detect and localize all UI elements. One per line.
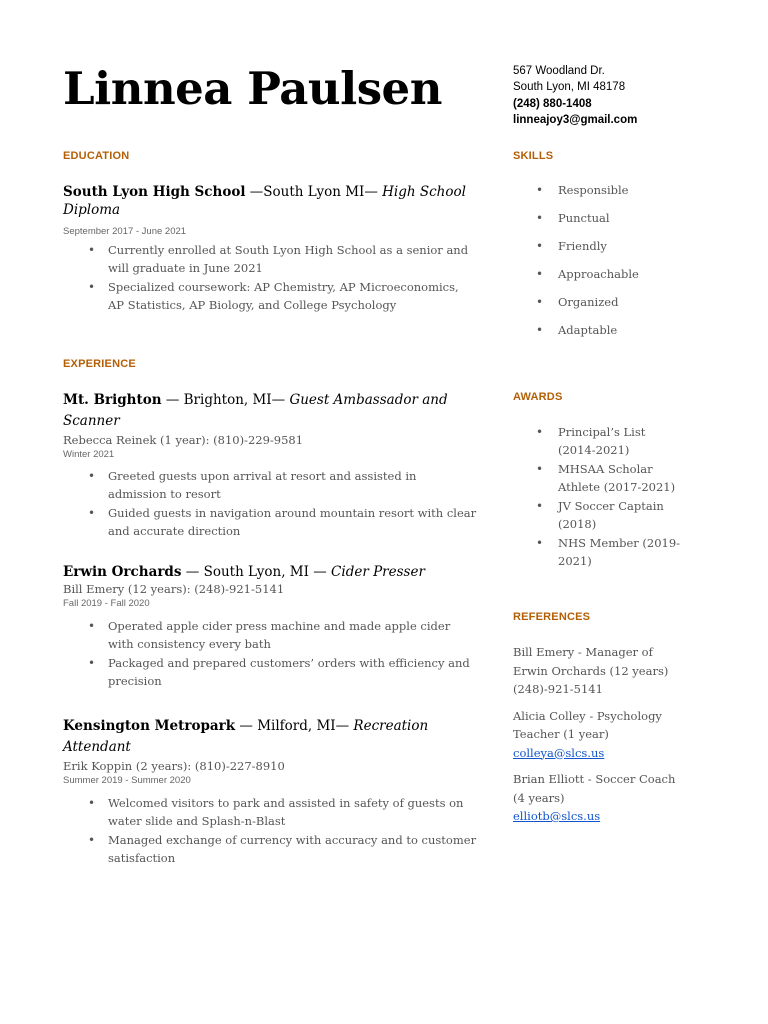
job-location: — South Lyon, MI — <box>181 564 332 580</box>
job-contact: Bill Emery (12 years): (248)-921-5141 <box>63 582 285 596</box>
education-section <box>63 183 478 315</box>
list-item: • Currently enrolled at South Lyon High School as a senior and will graduate in June 2021 <box>108 241 478 277</box>
list-item: • Approachable <box>558 265 713 283</box>
reference-email-link[interactable]: colleya@slcs.us <box>513 745 605 760</box>
list-item: • Responsible <box>558 181 713 199</box>
list-item: • Welcomed visitors to park and assisted in safety of guests on water slide and Splash-n-Blast <box>108 794 478 830</box>
references-heading: REFERENCES <box>513 611 591 623</box>
school-name: South Lyon High School <box>63 184 246 200</box>
job-title <box>63 716 478 758</box>
address-line-1: 567 Woodland Dr. <box>513 65 605 77</box>
address-line-2: South Lyon, MI 48178 <box>513 81 626 94</box>
job-entry <box>63 390 478 541</box>
reference-text: Brian Elliott - Soccer Coach (4 years) <box>513 772 676 805</box>
list-item: • Adaptable <box>558 321 713 339</box>
list-item: • Punctual <box>558 209 713 227</box>
job-bullets <box>63 467 478 540</box>
job-contact: Erik Koppin (2 years): (810)-227-8910 <box>63 759 285 773</box>
education-heading: EDUCATION <box>63 150 130 162</box>
job-location: — Brighton, MI— <box>161 392 290 408</box>
experience-heading: EXPERIENCE <box>63 358 136 370</box>
job-org: Mt. Brighton <box>63 392 162 408</box>
list-item: • Packaged and prepared customers’ orders with efficiency and precision <box>108 654 478 690</box>
phone-number: (248) 880-1408 <box>513 97 592 110</box>
skills-list <box>513 181 713 339</box>
list-item: • Operated apple cider press machine and made apple cider with consistency every bath <box>108 617 478 653</box>
school-location: —South Lyon MI— <box>245 184 383 200</box>
email-address: linneajoy3@gmail.com <box>513 113 638 126</box>
job-dates: Winter 2021 <box>63 449 115 460</box>
job-title <box>63 563 478 581</box>
education-bullets <box>63 241 478 314</box>
awards-section <box>513 423 683 571</box>
list-item: • JV Soccer Captain (2018) <box>558 497 683 533</box>
job-org: Erwin Orchards <box>63 564 182 580</box>
job-title <box>63 390 478 432</box>
job-contact: Rebecca Reinek (1 year): (810)-229-9581 <box>63 433 304 447</box>
resume-name: Linnea Paulsen <box>63 62 442 115</box>
list-item: • Managed exchange of currency with accuracy and to customer satisfaction <box>108 831 478 867</box>
job-bullets <box>63 617 478 690</box>
job-dates: Fall 2019 - Fall 2020 <box>63 598 150 609</box>
job-bullets <box>63 794 478 867</box>
list-item: • Principal’s List (2014-2021) <box>558 423 683 459</box>
job-entry <box>63 716 478 868</box>
education-dates: September 2017 - June 2021 <box>63 226 187 237</box>
reference-text: Bill Emery - Manager of Erwin Orchards (12 years) (248)-921-5141 <box>513 645 669 696</box>
job-entry <box>63 563 478 691</box>
skills-heading: SKILLS <box>513 150 554 162</box>
reference-entry <box>513 707 683 763</box>
list-item: • Friendly <box>558 237 713 255</box>
awards-heading: AWARDS <box>513 391 563 403</box>
list-item: • NHS Member (2019-2021) <box>558 534 683 570</box>
job-role: Cider Presser <box>331 564 425 580</box>
references-section <box>513 643 683 834</box>
degree: High School Diploma <box>63 184 466 218</box>
list-item: • Greeted guests upon arrival at resort and assisted in admission to resort <box>108 467 478 503</box>
reference-entry <box>513 643 683 699</box>
list-item: • Guided guests in navigation around mountain resort with clear and accurate direction <box>108 504 478 540</box>
education-title <box>63 183 478 219</box>
contact-block <box>513 63 637 128</box>
list-item: • Organized <box>558 293 713 311</box>
skills-section <box>513 181 713 349</box>
job-role: Guest Ambassador and Scanner <box>63 392 448 429</box>
job-role: Recreation Attendant <box>63 718 429 755</box>
reference-text: Alicia Colley - Psychology Teacher (1 year) <box>513 708 662 741</box>
job-org: Kensington Metropark <box>63 718 236 734</box>
job-dates: Summer 2019 - Summer 2020 <box>63 775 191 786</box>
reference-entry <box>513 770 683 826</box>
list-item: • Specialized coursework: AP Chemistry, AP Microeconomics, AP Statistics, AP Biology, and College Psychology <box>108 278 478 314</box>
reference-email-link[interactable]: elliotb@slcs.us <box>513 809 601 823</box>
job-location: — Milford, MI— <box>235 718 354 734</box>
awards-list <box>513 423 683 570</box>
list-item: • MHSAA Scholar Athlete (2017-2021) <box>558 460 683 496</box>
